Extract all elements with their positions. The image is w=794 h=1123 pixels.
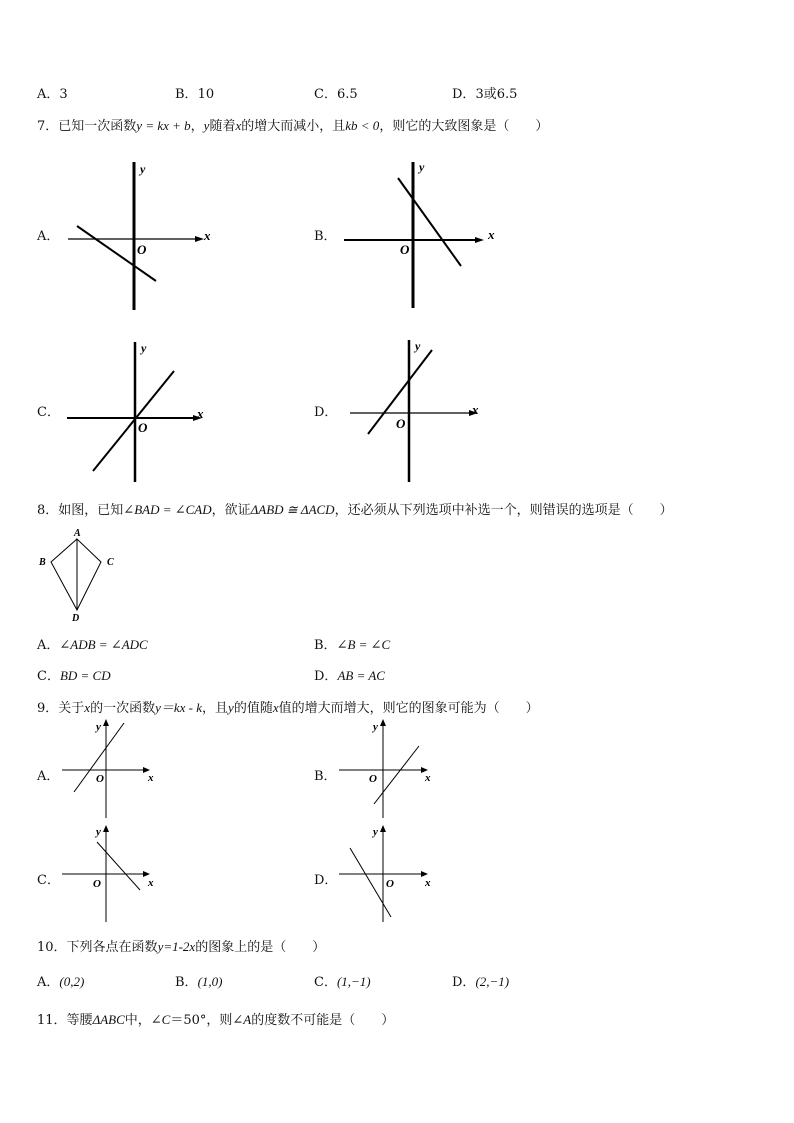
- q10-option-a: A．(0,2): [37, 974, 85, 990]
- x-axis-label: x: [148, 877, 154, 889]
- q7-label-c: C．: [37, 405, 60, 420]
- y-axis-label: y: [373, 721, 378, 733]
- q9-graph-a: [55, 715, 175, 825]
- y-axis-label: y: [96, 721, 101, 733]
- q7-label-d: D．: [314, 405, 338, 420]
- q9-graph-b: [335, 715, 455, 825]
- q8-option-b: B．∠B = ∠C: [314, 637, 391, 653]
- q8-option-d: D．AB = AC: [314, 668, 385, 684]
- x-axis-label: x: [425, 877, 431, 889]
- origin-label: O: [137, 242, 147, 257]
- x-axis-label: x: [472, 402, 479, 417]
- q7-graph-a: [60, 155, 220, 315]
- q6-option-c: C．6.5: [314, 87, 358, 102]
- q9-graph-c: [55, 820, 175, 930]
- y-axis-label: y: [141, 341, 147, 355]
- origin-label: O: [400, 242, 410, 257]
- q7-graph-b: [340, 155, 500, 315]
- y-axis-label: y: [419, 160, 425, 174]
- origin-label: O: [396, 416, 406, 431]
- x-axis-label: x: [148, 772, 154, 784]
- vertex-d-label: D: [72, 613, 80, 624]
- q8-option-c: C．BD = CD: [37, 668, 111, 684]
- x-axis-label: x: [197, 406, 204, 421]
- q7-label-b: B．: [314, 229, 337, 244]
- origin-label: O: [96, 773, 104, 785]
- q10-option-d: D．(2,−1): [452, 974, 510, 990]
- q9-label-d: D．: [314, 873, 338, 888]
- origin-label: O: [93, 878, 101, 890]
- q11-stem: 11．等腰ΔABC中，∠C＝50°，则∠A的度数不可能是（ ）: [37, 1012, 395, 1028]
- origin-label: O: [138, 420, 148, 435]
- y-axis-label: y: [415, 339, 421, 353]
- q10-stem: 10．下列各点在函数y=1-2x的图象上的是（ ）: [37, 939, 326, 955]
- vertex-a-label: A: [74, 528, 81, 539]
- q7-label-a: A．: [37, 229, 60, 244]
- q9-label-a: A．: [37, 769, 60, 784]
- y-axis-label: y: [373, 826, 378, 838]
- origin-label: O: [386, 878, 394, 890]
- vertex-c-label: C: [107, 557, 114, 568]
- y-axis-label: y: [96, 826, 101, 838]
- q10-option-c: C．(1,−1): [314, 974, 371, 990]
- q8-kite-figure: [36, 527, 126, 627]
- q9-label-c: C．: [37, 873, 60, 888]
- q9-label-b: B．: [314, 769, 337, 784]
- q9-stem: 9．关于x的一次函数y＝kx - k，且y的值随x值的增大而增大，则它的图象可能为（ ）: [37, 700, 539, 716]
- q7-stem: 7．已知一次函数y = kx + b，y随着x的增大而减小，且kb < 0，则它的大致图象是（ ）: [37, 118, 549, 134]
- x-axis-label: x: [425, 772, 431, 784]
- x-axis-label: x: [488, 227, 495, 242]
- q7-graph-c: [60, 335, 220, 495]
- q9-graph-d: [335, 820, 455, 930]
- origin-label: O: [369, 773, 377, 785]
- y-axis-label: y: [140, 162, 146, 176]
- q6-option-a: A．3: [37, 87, 68, 102]
- q10-option-b: B．(1,0): [175, 974, 223, 990]
- q8-stem: 8．如图，已知∠BAD = ∠CAD，欲证ΔABD ≅ ΔACD，还必须从下列选项中补选一个，则错误的选项是（ ）: [37, 502, 673, 518]
- q7-graph-d: [340, 335, 500, 495]
- q6-option-d: D．3或6.5: [452, 87, 518, 102]
- q6-option-b: B．10: [175, 87, 215, 102]
- x-axis-label: x: [204, 228, 211, 243]
- vertex-b-label: B: [39, 557, 46, 568]
- q8-option-a: A．∠ADB = ∠ADC: [37, 637, 148, 653]
